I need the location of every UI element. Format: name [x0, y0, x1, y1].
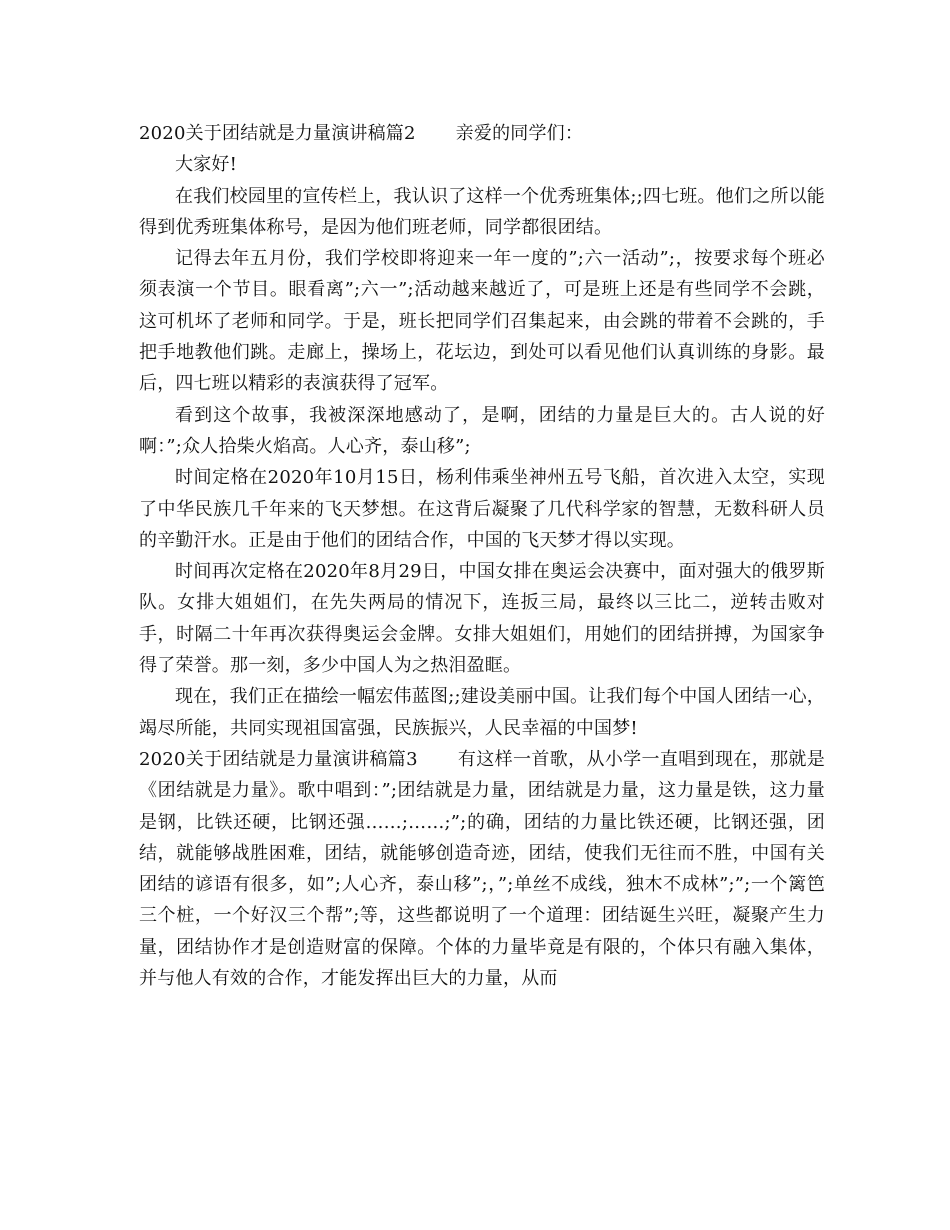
paragraph: 现在，我们正在描绘一幅宏伟蓝图;;建设美丽中国。让我们每个中国人团结一心，竭尽所能，共同实现祖国富强，民族振兴，人民幸福的中国梦!: [139, 686, 825, 739]
section3-block: [139, 744, 825, 994]
section3-text: 有这样一首歌，从小学一直唱到现在，那就是《团结就是力量》。歌中唱到：”;团结就是力量，团结就是力量，这力量是铁，这力量是钢，比铁还硬，比钢还强……;……;”;的确，团结的力量比铁还硬，比钢还强，团结，就能够战胜困难，团结，就能够创造奇迹，团结，使我们无往而不胜，中国有关团结的谚语有很多，如”;人心齐，泰山移”;，”;单丝不成线，独木不成林”;”;一个篱笆三个桩，一个好汉三个帮”;等，这些都说明了一个道理：团结诞生兴旺，凝聚产生力量，团结协作才是创造财富的保障。个体的力量毕竟是有限的，个体只有融入集体，并与他人有效的合作，才能发挥出巨大的力量，从而: [139, 748, 825, 990]
paragraph: 时间定格在2020年10月15日，杨利伟乘坐神州五号飞船，首次进入太空，实现了中华民族几千年来的飞天梦想。在这背后凝聚了几代科学家的智慧，无数科研人员的辛勤汗水。正是由于他们的团结合作，中国的飞天梦才得以实现。: [139, 467, 825, 551]
greeting: 大家好!: [175, 154, 238, 176]
salutation: 亲爱的同学们：: [455, 123, 584, 144]
section2-header-line: [139, 118, 825, 149]
paragraph: 看到这个故事，我被深深地感动了，是啊，团结的力量是巨大的。古人说的好啊：”;众人拾柴火焰高。人心齐，泰山移”;: [139, 404, 825, 457]
paragraph: 在我们校园里的宣传栏上，我认识了这样一个优秀班集体;;四七班。他们之所以能得到优秀班集体称号，是因为他们班老师，同学都很团结。: [139, 185, 825, 238]
section2-heading: 2020关于团结就是力量演讲稿篇2: [139, 123, 416, 144]
paragraph: 记得去年五月份，我们学校即将迎来一年一度的”;六一活动”;，按要求每个班必须表演一个节目。眼看离”;六一”;活动越来越近了，可是班上还是有些同学不会跳，这可机坏了老师和同学。于是，班长把同学们召集起来，由会跳的带着不会跳的，手把手地教他们跳。走廊上，操场上，花坛边，到处可以看见他们认真训练的身影。最后，四七班以精彩的表演获得了冠军。: [139, 248, 825, 395]
section3-heading: 2020关于团结就是力量演讲稿篇3: [139, 748, 418, 770]
document-body: [139, 118, 825, 994]
paragraph: 时间再次定格在2020年8月29日，中国女排在奥运会决赛中，面对强大的俄罗斯队。女排大姐姐们，在先失两局的情况下，连扳三局，最终以三比二，逆转击败对手，时隔二十年再次获得奥运会金牌。女排大姐姐们，用她们的团结拼搏，为国家争得了荣誉。那一刻，多少中国人为之热泪盈眶。: [139, 561, 825, 677]
